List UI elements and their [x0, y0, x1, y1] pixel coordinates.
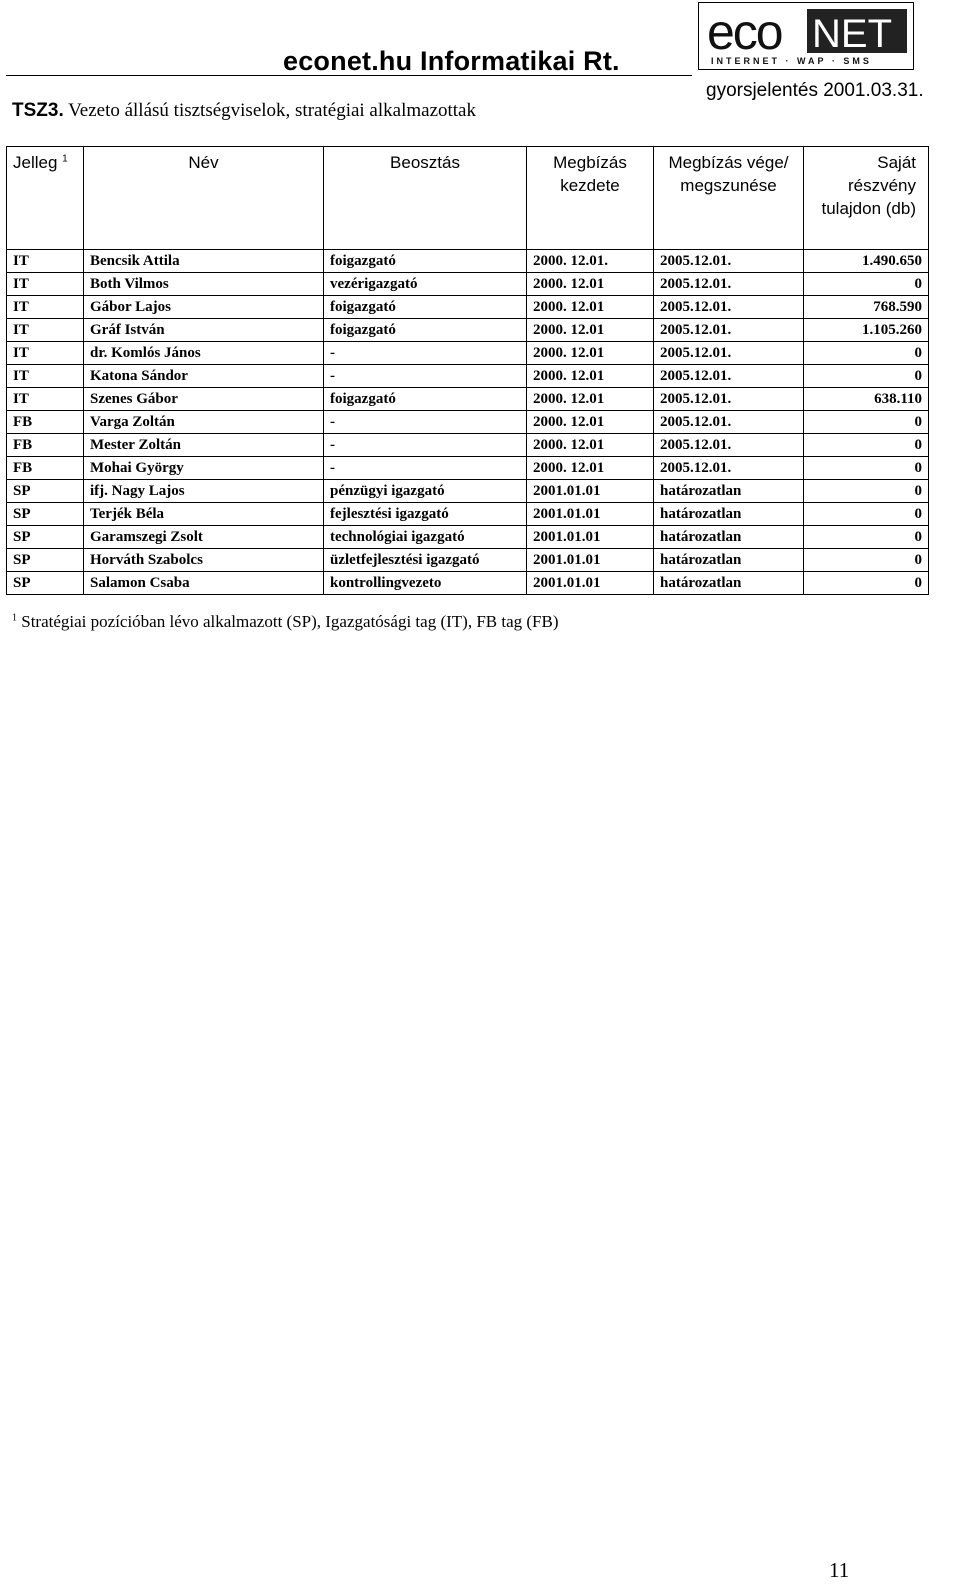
table-row	[7, 250, 929, 273]
cell-vege: 2005.12.01.	[654, 434, 804, 457]
cell-beosztas: foigazgató	[324, 319, 527, 342]
table-row	[7, 273, 929, 296]
cell-reszveny: 0	[804, 457, 929, 480]
cell-reszveny: 638.110	[804, 388, 929, 411]
cell-reszveny: 0	[804, 434, 929, 457]
cell-vege: 2005.12.01.	[654, 250, 804, 273]
cell-beosztas: -	[324, 365, 527, 388]
cell-vege: 2005.12.01.	[654, 319, 804, 342]
header-divider	[6, 75, 692, 76]
cell-nev: Mester Zoltán	[84, 434, 324, 457]
cell-jelleg: FB	[7, 411, 84, 434]
cell-beosztas: technológiai igazgató	[324, 526, 527, 549]
cell-reszveny: 0	[804, 480, 929, 503]
cell-beosztas: foigazgató	[324, 250, 527, 273]
cell-beosztas: üzletfejlesztési igazgató	[324, 549, 527, 572]
cell-vege: határozatlan	[654, 480, 804, 503]
cell-kezdete: 2000. 12.01	[527, 411, 654, 434]
cell-vege: 2005.12.01.	[654, 296, 804, 319]
cell-jelleg: SP	[7, 480, 84, 503]
table-row	[7, 503, 929, 526]
header-nev: Név	[84, 147, 324, 250]
footnote-text: Stratégiai pozícióban lévo alkalmazott (SP), Igazgatósági tag (IT), FB tag (FB)	[21, 612, 559, 631]
cell-reszveny: 768.590	[804, 296, 929, 319]
header-beosztas: Beosztás	[324, 147, 527, 250]
header-reszveny: Saját részvény tulajdon (db)	[804, 147, 929, 250]
table-row	[7, 434, 929, 457]
table-row	[7, 365, 929, 388]
logo-tagline: INTERNET · WAP · SMS	[711, 56, 872, 66]
cell-kezdete: 2000. 12.01	[527, 342, 654, 365]
section-code: TSZ3.	[12, 100, 64, 121]
section-heading: Vezeto állású tisztségviselok, stratégiai alkalmazottak	[68, 100, 476, 121]
cell-nev: Gráf István	[84, 319, 324, 342]
cell-reszveny: 0	[804, 572, 929, 595]
cell-nev: Bencsik Attila	[84, 250, 324, 273]
table-row	[7, 480, 929, 503]
cell-kezdete: 2001.01.01	[527, 572, 654, 595]
cell-beosztas: -	[324, 434, 527, 457]
cell-nev: Katona Sándor	[84, 365, 324, 388]
cell-vege: határozatlan	[654, 549, 804, 572]
cell-vege: 2005.12.01.	[654, 388, 804, 411]
cell-vege: 2005.12.01.	[654, 457, 804, 480]
cell-vege: határozatlan	[654, 572, 804, 595]
table-row	[7, 342, 929, 365]
cell-kezdete: 2000. 12.01	[527, 388, 654, 411]
cell-reszveny: 0	[804, 411, 929, 434]
cell-jelleg: IT	[7, 388, 84, 411]
cell-reszveny: 0	[804, 365, 929, 388]
cell-kezdete: 2000. 12.01	[527, 273, 654, 296]
econet-logo	[698, 2, 914, 70]
header-kezdete: Megbízás kezdete	[527, 147, 654, 250]
cell-jelleg: SP	[7, 503, 84, 526]
cell-kezdete: 2000. 12.01	[527, 319, 654, 342]
table-row	[7, 457, 929, 480]
cell-kezdete: 2001.01.01	[527, 526, 654, 549]
cell-kezdete: 2001.01.01	[527, 480, 654, 503]
table-row	[7, 572, 929, 595]
cell-kezdete: 2000. 12.01	[527, 434, 654, 457]
cell-vege: 2005.12.01.	[654, 411, 804, 434]
cell-jelleg: SP	[7, 526, 84, 549]
logo-accent-text: NET	[812, 12, 892, 56]
cell-reszveny: 0	[804, 503, 929, 526]
cell-jelleg: IT	[7, 365, 84, 388]
cell-jelleg: FB	[7, 434, 84, 457]
cell-nev: Terjék Béla	[84, 503, 324, 526]
cell-beosztas: pénzügyi igazgató	[324, 480, 527, 503]
cell-kezdete: 2000. 12.01	[527, 457, 654, 480]
cell-nev: Salamon Csaba	[84, 572, 324, 595]
cell-vege: határozatlan	[654, 526, 804, 549]
cell-beosztas: -	[324, 457, 527, 480]
cell-nev: dr. Komlós János	[84, 342, 324, 365]
table-body	[7, 250, 929, 595]
header-vege: Megbízás vége/ megszunése	[654, 147, 804, 250]
cell-vege: 2005.12.01.	[654, 342, 804, 365]
header-jelleg: Jelleg $^1$	[7, 147, 84, 250]
cell-kezdete: 2000. 12.01	[527, 296, 654, 319]
cell-reszveny: 0	[804, 526, 929, 549]
company-name: econet.hu Informatikai Rt.	[283, 46, 620, 76]
cell-jelleg: IT	[7, 250, 84, 273]
table-row	[7, 411, 929, 434]
cell-jelleg: IT	[7, 319, 84, 342]
cell-nev: Gábor Lajos	[84, 296, 324, 319]
cell-beosztas: foigazgató	[324, 388, 527, 411]
cell-vege: határozatlan	[654, 503, 804, 526]
footnote-marker: 1	[12, 612, 17, 624]
cell-nev: Szenes Gábor	[84, 388, 324, 411]
cell-jelleg: SP	[7, 549, 84, 572]
table-row	[7, 549, 929, 572]
cell-jelleg: IT	[7, 296, 84, 319]
table-row	[7, 526, 929, 549]
cell-nev: Both Vilmos	[84, 273, 324, 296]
table-row	[7, 296, 929, 319]
report-date: gyorsjelentés 2001.03.31.	[706, 80, 924, 101]
cell-reszveny: 0	[804, 549, 929, 572]
cell-kezdete: 2000. 12.01.	[527, 250, 654, 273]
cell-kezdete: 2001.01.01	[527, 503, 654, 526]
cell-jelleg: FB	[7, 457, 84, 480]
cell-reszveny: 0	[804, 342, 929, 365]
cell-beosztas: vezérigazgató	[324, 273, 527, 296]
cell-reszveny: 0	[804, 273, 929, 296]
cell-jelleg: IT	[7, 342, 84, 365]
executives-table	[6, 146, 929, 595]
cell-jelleg: SP	[7, 572, 84, 595]
cell-reszveny: 1.490.650	[804, 250, 929, 273]
table-row	[7, 319, 929, 342]
cell-beosztas: kontrollingvezeto	[324, 572, 527, 595]
page-number: 11	[829, 1558, 850, 1582]
section-title	[12, 100, 476, 122]
footnote	[12, 612, 559, 632]
cell-nev: ifj. Nagy Lajos	[84, 480, 324, 503]
cell-kezdete: 2001.01.01	[527, 549, 654, 572]
cell-beosztas: foigazgató	[324, 296, 527, 319]
cell-nev: Horváth Szabolcs	[84, 549, 324, 572]
table-header-row	[7, 147, 929, 250]
cell-beosztas: -	[324, 342, 527, 365]
cell-reszveny: 1.105.260	[804, 319, 929, 342]
footnote-ref: 1	[62, 153, 68, 165]
cell-kezdete: 2000. 12.01	[527, 365, 654, 388]
cell-nev: Mohai György	[84, 457, 324, 480]
cell-nev: Garamszegi Zsolt	[84, 526, 324, 549]
cell-nev: Varga Zoltán	[84, 411, 324, 434]
cell-vege: 2005.12.01.	[654, 365, 804, 388]
cell-jelleg: IT	[7, 273, 84, 296]
cell-beosztas: -	[324, 411, 527, 434]
cell-beosztas: fejlesztési igazgató	[324, 503, 527, 526]
cell-vege: 2005.12.01.	[654, 273, 804, 296]
table-row	[7, 388, 929, 411]
logo-main-text: eco	[707, 4, 782, 60]
